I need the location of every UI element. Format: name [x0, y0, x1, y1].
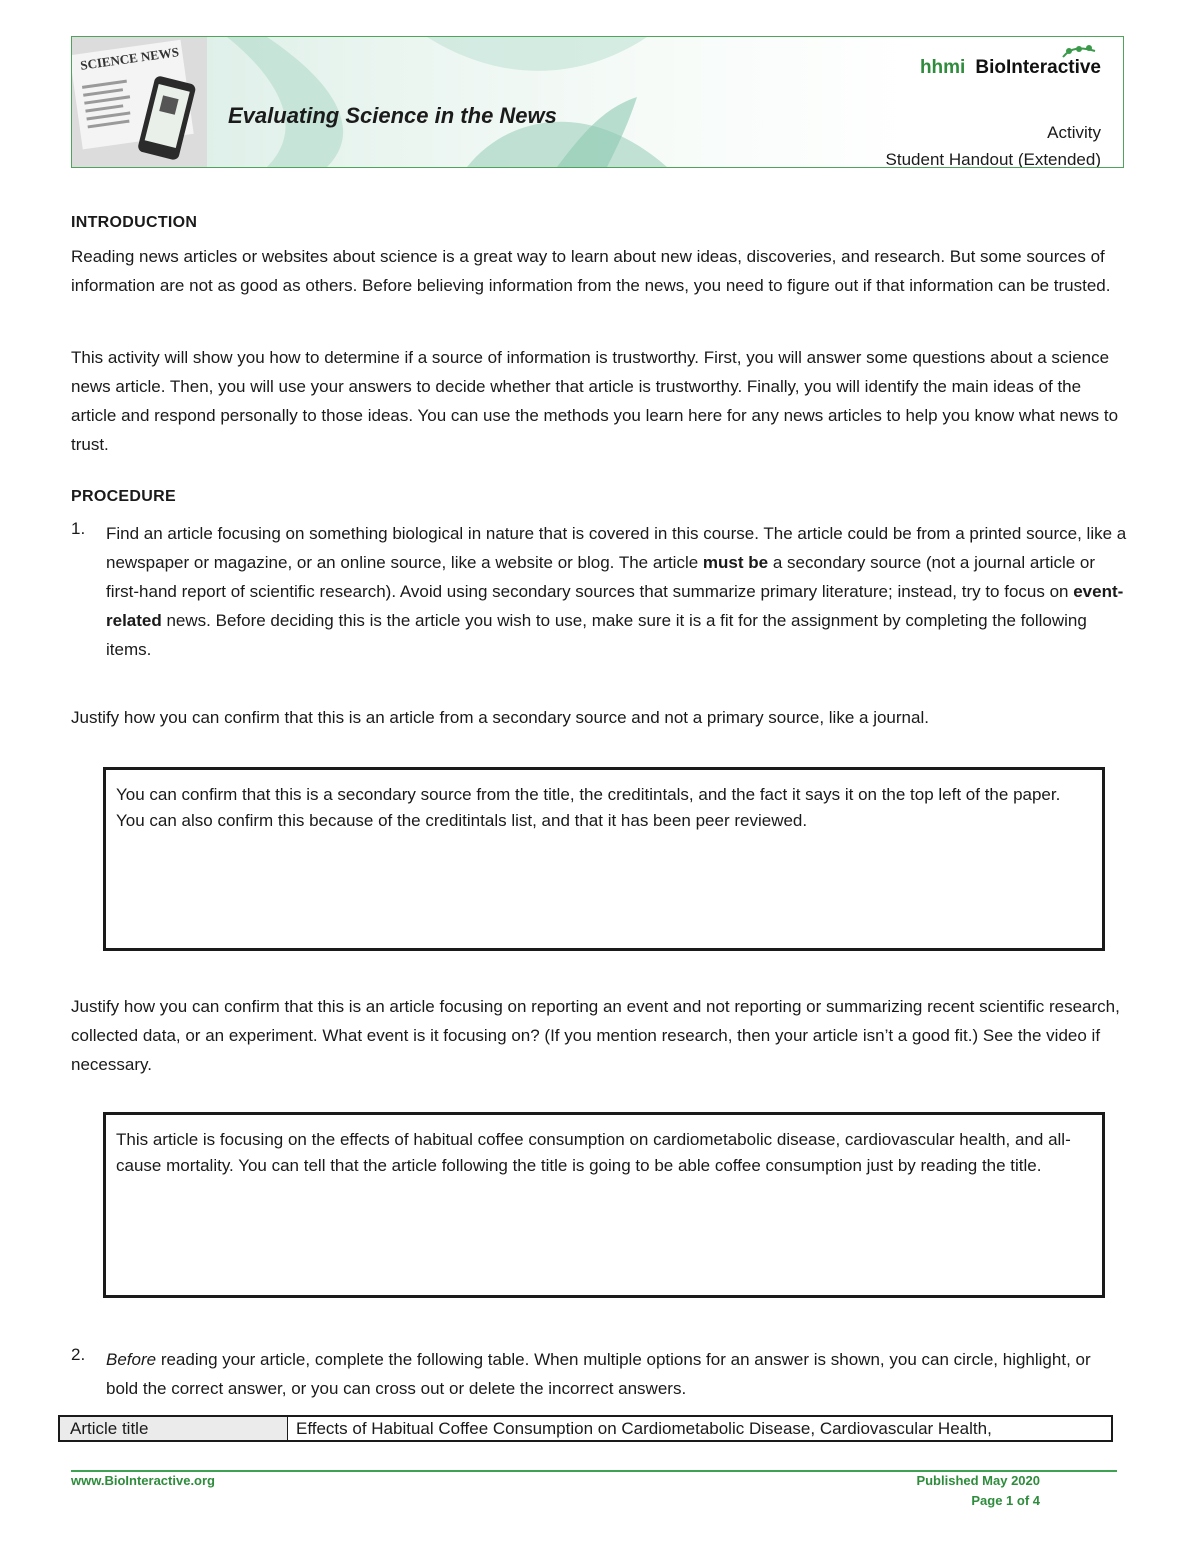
- procedure-item-1-text-c: news. Before deciding this is the article you wish to use, make sure it is a fit for the assignment by completing the following items.: [106, 611, 1087, 659]
- footer-published-date: Published May 2020: [916, 1473, 1040, 1488]
- procedure-item-1: [106, 519, 1131, 664]
- introduction-paragraph-1: Reading news articles or websites about science is a great way to learn about new ideas, discoveries, and research. But some sources of information are not as good as others. Before believing information from the news, you need to figure out if that information can be trusted.: [71, 247, 1111, 295]
- introduction-paragraph-2: This activity will show you how to determine if a source of information is trustworthy. First, you will answer some questions about a science news article. Then, you will use your answers to decide whether that article is trustworthy. Finally, you will identify the main ideas of the article and respond personally to those ideas. You can use the methods you learn here for any news articles to help you know what news to trust.: [71, 348, 1119, 454]
- must-be-emphasis: must be: [702, 553, 769, 572]
- header-banner: [71, 36, 1124, 168]
- answer-2-text: This article is focusing on the effects of habitual coffee consumption on cardiometabolic disease, cardiovascular health, and all-cause mortality. You can tell that the article following the title is going to be able coffee consumption just by reading the title.: [116, 1130, 1071, 1175]
- footer-divider: [71, 1470, 1117, 1472]
- introduction-heading: INTRODUCTION: [71, 214, 198, 231]
- procedure-item-1-text-b: a secondary source (not a journal article or first-hand report of scientific research). Avoid using secondary sources that summarize primary literature; instead, try to focus on: [106, 553, 1096, 601]
- list-number-2: 2.: [71, 1345, 86, 1364]
- question-2: Justify how you can confirm that this is an article focusing on reporting an event and not reporting or summarizing recent scientific research, collected data, or an experiment. What event is it focusing on? (If you mention research, then your article isn’t a good fit.) See the video if necessary.: [71, 997, 1120, 1074]
- procedure-item-1-text-a: Find an article focusing on something biological in nature that is covered in this course. The article could be from a printed source, like a newspaper or magazine, or an online source, like a website or blog. The article: [106, 524, 1127, 572]
- handout-label: Student Handout (Extended): [885, 150, 1101, 168]
- procedure-heading: PROCEDURE: [71, 488, 176, 505]
- procedure-item-2-text: reading your article, complete the following table. When multiple options for an answer is shown, you can circle, highlight, or bold the correct answer, or you can cross out or delete the incorrect answers.: [106, 1350, 1091, 1398]
- list-number-1: 1.: [71, 519, 86, 538]
- newspaper-phone-image: [72, 37, 207, 167]
- footer-website-link[interactable]: www.BioInteractive.org: [71, 1473, 215, 1488]
- hhmi-logo-text: hhmi: [919, 57, 966, 78]
- table-value-cell[interactable]: Effects of Habitual Coffee Consumption on Cardiometabolic Disease, Cardiovascular Health,: [296, 1419, 992, 1438]
- biointeractive-logo-text: BioInteractive: [975, 57, 1101, 78]
- procedure-item-2: [106, 1345, 1106, 1403]
- table-label-cell: Article title: [60, 1417, 288, 1440]
- decorative-swoosh: [207, 37, 767, 167]
- answer-1-text: You can confirm that this is a secondary source from the title, the creditintals, and the fact it says it on the top left of the paper. You can also confirm this because of the creditintals list, and that it has been peer reviewed.: [116, 785, 1061, 830]
- before-emphasis: Before: [106, 1350, 157, 1369]
- document-title: Evaluating Science in the News: [228, 103, 557, 128]
- question-1: Justify how you can confirm that this is an article from a secondary source and not a primary source, like a journal.: [71, 708, 929, 727]
- footer-page-number: Page 1 of 4: [971, 1493, 1040, 1508]
- article-info-table-row: [58, 1415, 1113, 1442]
- event-related-emphasis: event-related: [106, 582, 1124, 630]
- answer-box-1[interactable]: [103, 767, 1105, 951]
- answer-box-2[interactable]: [103, 1112, 1105, 1298]
- activity-label: Activity: [1047, 123, 1101, 142]
- thumb-newspaper-title: SCIENCE NEWS: [79, 44, 180, 73]
- hhmi-biointeractive-logo: [920, 57, 1101, 79]
